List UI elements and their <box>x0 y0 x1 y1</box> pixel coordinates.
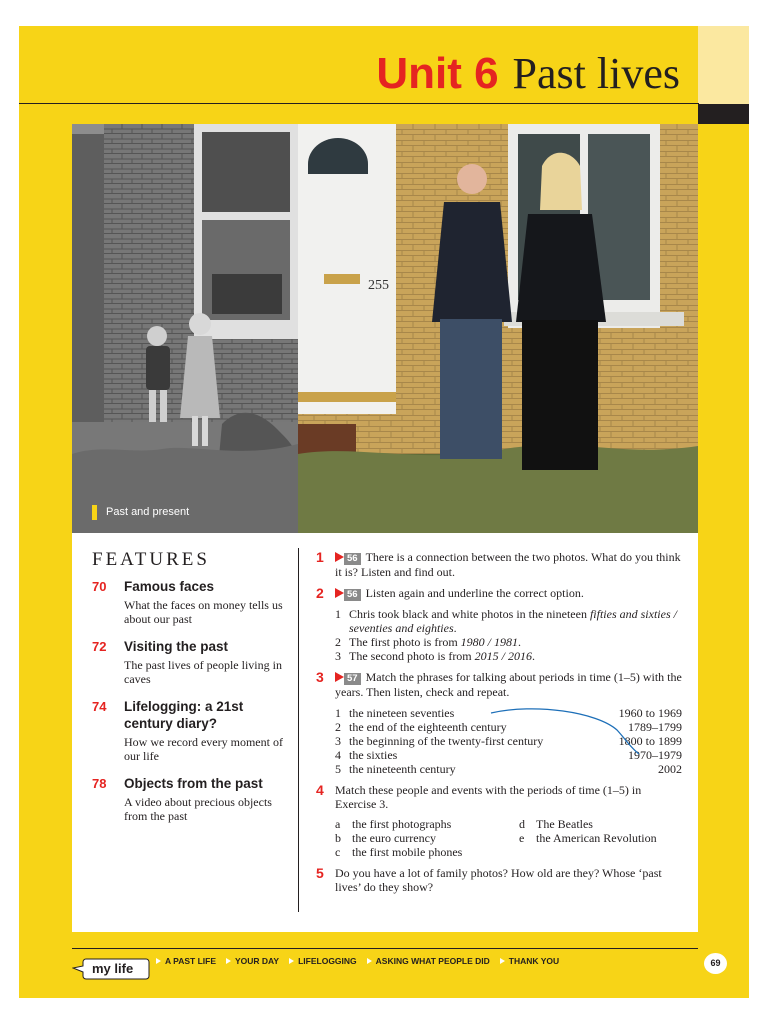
exercise-5 <box>316 866 682 894</box>
matching-table <box>335 706 682 776</box>
option-item[interactable] <box>335 845 519 859</box>
page-title <box>376 46 680 102</box>
item-number: 2 <box>335 635 341 649</box>
feature-page-number: 74 <box>92 699 107 714</box>
year-range[interactable]: 1789–1799 <box>628 720 682 734</box>
matching-row <box>335 762 682 776</box>
option-text: The Beatles <box>536 817 593 831</box>
features-column <box>92 548 288 835</box>
feature-item[interactable] <box>92 698 288 763</box>
feature-item[interactable] <box>92 775 288 823</box>
man-jeans <box>440 319 502 459</box>
audio-track-button[interactable] <box>335 670 361 685</box>
feature-description: A video about precious objects from the past <box>124 795 272 823</box>
bw-side-door <box>72 134 107 424</box>
option-text: the euro currency <box>352 831 436 845</box>
phrase-number: 5 <box>335 762 341 776</box>
item-options[interactable]: fifties and sixties / seventies and eighties <box>349 607 677 635</box>
exercise-number: 4 <box>316 782 324 798</box>
option-letter: b <box>335 831 341 845</box>
option-item[interactable] <box>519 831 682 845</box>
phrase-number: 1 <box>335 706 341 720</box>
feature-page-number: 78 <box>92 776 107 791</box>
exercise-instruction: Match these people and events with the periods of time (1–5) in Exercise 3. <box>335 783 642 811</box>
feature-title: Famous faces <box>124 579 215 594</box>
footer-topic-link[interactable] <box>226 954 279 968</box>
phrase-number: 2 <box>335 720 341 734</box>
item-options[interactable]: 2015 / 2016 <box>474 649 532 663</box>
column-divider <box>298 548 299 912</box>
photo-caption <box>92 503 189 521</box>
past-and-present-photo <box>72 124 698 533</box>
pointer-icon <box>156 958 161 964</box>
period-phrase[interactable]: the nineteen seventies <box>349 706 455 720</box>
play-icon <box>335 552 344 562</box>
bw-child-1-body <box>146 346 170 390</box>
man-jacket <box>432 202 512 322</box>
exercise-4-options <box>335 817 682 859</box>
footer-topics <box>156 954 676 968</box>
pointer-icon <box>226 958 231 964</box>
bw-child-2-head <box>189 313 211 335</box>
title-rule <box>19 103 699 104</box>
exercise-2 <box>316 586 682 663</box>
play-icon <box>335 672 344 682</box>
topic-label: ASKING WHAT PEOPLE DID <box>375 956 490 966</box>
matching-row <box>335 734 682 748</box>
exercise-instruction: Listen again and underline the correct option. <box>365 586 584 600</box>
item-end: . <box>453 621 457 635</box>
option-item[interactable] <box>335 831 519 845</box>
feature-description: What the faces on money tells us about our past <box>124 598 283 626</box>
page-number: 69 <box>704 953 727 974</box>
my-life-label: my life <box>92 961 134 976</box>
feature-description: How we record every moment of our life <box>124 735 283 763</box>
option-letter: d <box>519 817 525 831</box>
feature-description: The past lives of people living in caves <box>124 658 282 686</box>
period-phrase[interactable]: the sixties <box>349 748 398 762</box>
exercise-item <box>335 649 682 663</box>
item-number: 1 <box>335 607 341 621</box>
item-end: . <box>532 649 535 663</box>
year-range[interactable]: 1970–1979 <box>628 748 682 762</box>
matching-row <box>335 706 682 720</box>
corner-tab-light <box>698 26 749 104</box>
exercise-instruction: There is a connection between the two photos. What do you think it is? Listen and find out. <box>335 550 681 579</box>
option-text: the American Revolution <box>536 831 657 845</box>
woman-trousers <box>522 320 598 470</box>
period-phrase[interactable]: the beginning of the twenty-first century <box>349 734 544 748</box>
footer-rule <box>72 948 698 949</box>
bw-child-1-head <box>147 326 167 346</box>
topic-label: YOUR DAY <box>235 956 280 966</box>
track-number: 56 <box>344 589 361 601</box>
exercise-3 <box>316 670 682 776</box>
exercise-instruction: Do you have a lot of family photos? How old are they? Whose ‘past lives’ do they show? <box>335 866 662 894</box>
unit-number: Unit 6 <box>376 49 499 98</box>
feature-title: Objects from the past <box>124 776 263 791</box>
feature-title: Visiting the past <box>124 639 229 654</box>
exercises-column <box>316 550 682 901</box>
feature-page-number: 72 <box>92 639 107 654</box>
item-text: The first photo is from <box>349 635 461 649</box>
feature-page-number: 70 <box>92 579 107 594</box>
man-head <box>457 164 487 194</box>
footer-topic-link[interactable] <box>500 954 559 968</box>
features-heading: FEATURES <box>92 549 210 570</box>
track-number: 56 <box>344 553 361 565</box>
feature-title: Lifelogging: a 21st century diary? <box>124 699 244 731</box>
woman-jacket <box>516 214 606 322</box>
pointer-icon <box>500 958 505 964</box>
woman-hair <box>540 153 582 210</box>
exercise-number: 1 <box>316 549 324 565</box>
play-icon <box>335 588 344 598</box>
audio-track-button[interactable] <box>335 586 361 601</box>
corner-tab-dark <box>698 104 749 124</box>
exercise-number: 5 <box>316 865 324 881</box>
exercise-1 <box>316 550 682 579</box>
option-letter: e <box>519 831 525 845</box>
year-range[interactable]: 1960 to 1969 <box>618 706 682 720</box>
period-phrase[interactable]: the end of the eighteenth century <box>349 720 507 734</box>
matching-row <box>335 748 682 762</box>
topic-label: THANK YOU <box>508 956 560 966</box>
topic-label: LIFELOGGING <box>298 956 357 966</box>
footer-topic-link[interactable] <box>289 954 357 968</box>
period-phrase[interactable]: the nineteenth century <box>349 762 456 776</box>
feature-item[interactable] <box>92 638 288 686</box>
caption-text: Past and present <box>106 506 190 518</box>
option-text: the first photographs <box>352 817 452 831</box>
exercise-2-items <box>335 607 682 663</box>
exercise-instruction: Match the phrases for talking about periods in time (1–5) with the years. Then listen, check and repeat. <box>335 670 682 699</box>
door-number: 255 <box>368 278 389 293</box>
year-range[interactable]: 2002 <box>658 762 682 776</box>
unit-title: Past lives <box>512 49 680 98</box>
feature-item[interactable] <box>92 578 288 626</box>
caption-marker <box>92 505 97 520</box>
exercise-item <box>335 635 682 649</box>
exercise-number: 3 <box>316 669 324 685</box>
photo-illustration <box>72 124 698 533</box>
phrase-number: 3 <box>335 734 341 748</box>
item-options[interactable]: 1980 / 1981 <box>460 635 518 649</box>
exercise-4 <box>316 783 682 859</box>
item-text: Chris took black and white photos in the nineteen <box>349 607 590 621</box>
track-number: 57 <box>344 673 361 685</box>
option-letter: a <box>335 817 341 831</box>
audio-track-button[interactable] <box>335 550 361 565</box>
option-item[interactable] <box>519 817 682 831</box>
option-letter: c <box>335 845 341 859</box>
matching-row <box>335 720 682 734</box>
phrase-number: 4 <box>335 748 341 762</box>
pointer-icon <box>367 958 372 964</box>
footer-topic-link[interactable] <box>156 954 216 968</box>
topic-label: A PAST LIFE <box>165 956 216 966</box>
footer-topic-link[interactable] <box>367 954 490 968</box>
item-number: 3 <box>335 649 341 663</box>
exercise-number: 2 <box>316 585 324 601</box>
item-end: . <box>518 635 521 649</box>
option-item[interactable] <box>335 817 519 831</box>
option-text: the first mobile phones <box>352 845 463 859</box>
pointer-icon <box>289 958 294 964</box>
exercise-item <box>335 607 682 635</box>
item-text: The second photo is from <box>349 649 475 663</box>
year-range[interactable]: 1800 to 1899 <box>618 734 682 748</box>
